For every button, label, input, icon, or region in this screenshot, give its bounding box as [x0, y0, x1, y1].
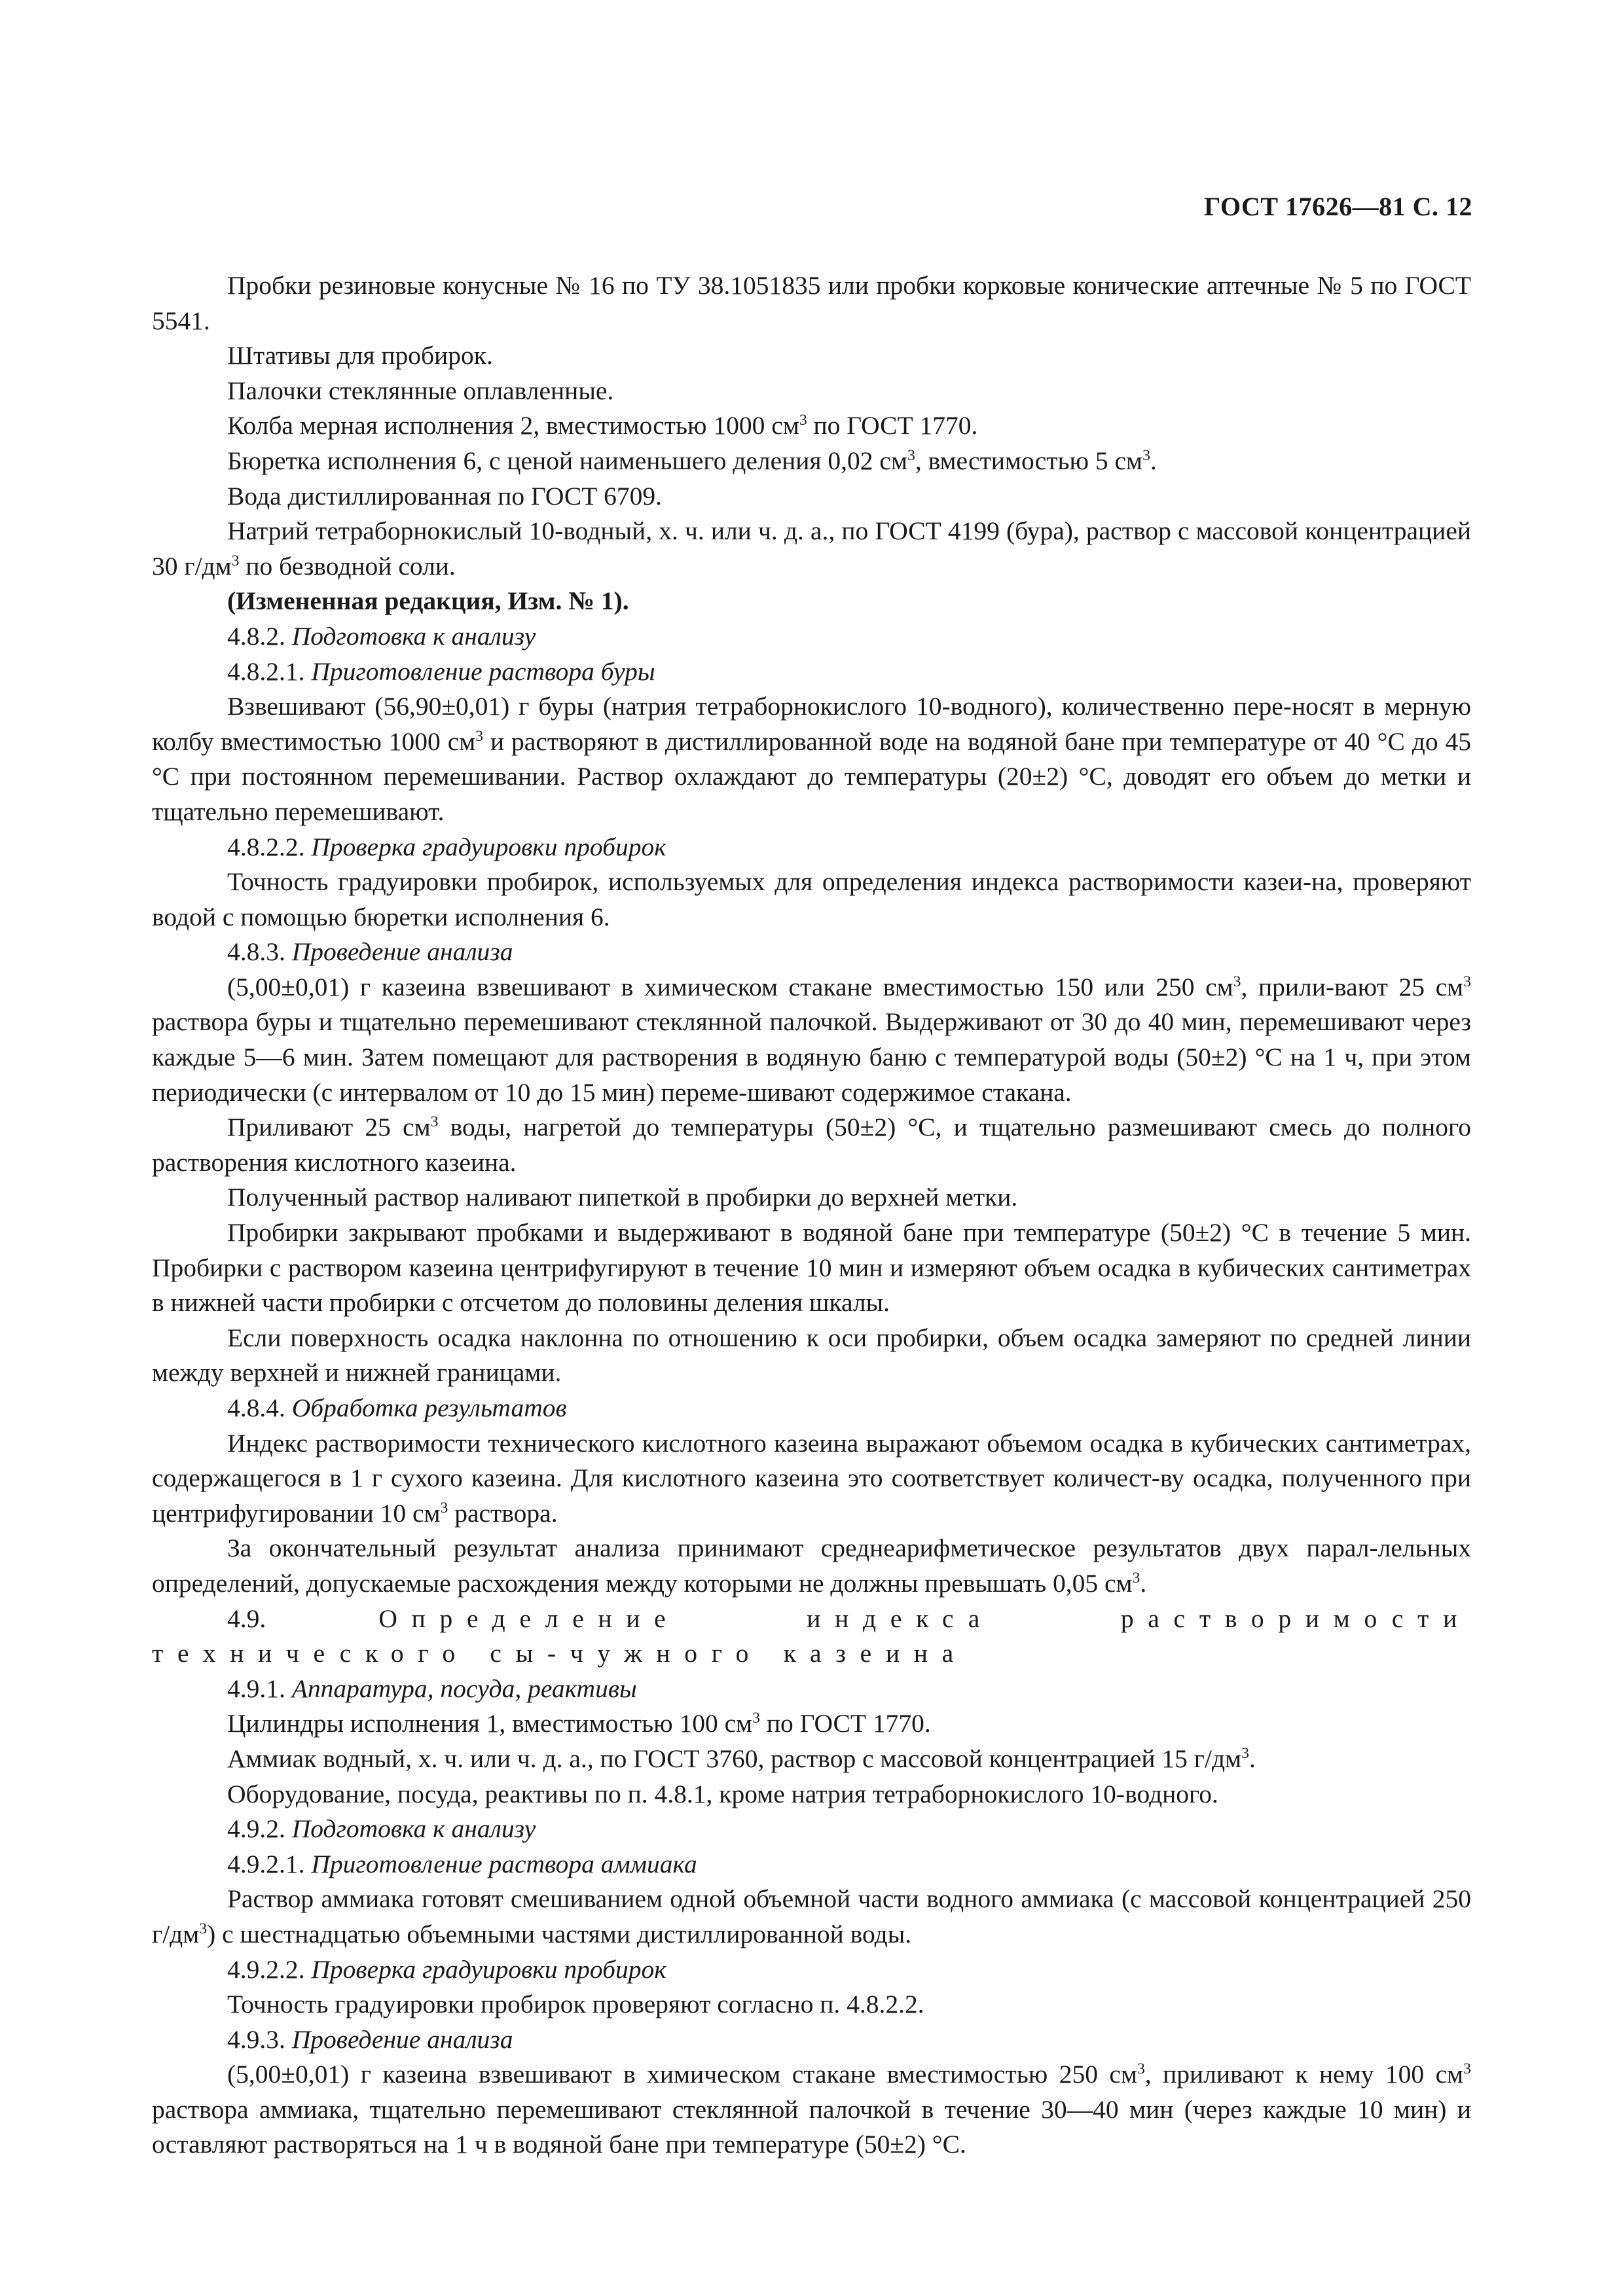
amendment-note: (Измененная редакция, Изм. № 1).: [227, 586, 629, 616]
paragraph-analysis-procedure: (5,00±0,01) г казеина взвешивают в химическом стакане вместимостью 150 или 250 $см^3$, прили-вают 25 $см^3$ раствора буры и тщательно перемешивают стеклянной палочкой. Выдерживают от 30 до 40 мин, перемешивают через каждые 5—6 мин. Затем помещают для растворения в водяную баню с температурой воды (50±2) °С на 1 ч, при этом периодически (с интервалом от 10 до 15 мин) переме-шивают содержимое стакана.: [152, 972, 1471, 1107]
section-heading: 4.8.2. Подготовка к анализу: [227, 621, 536, 651]
section-heading: 4.9.2.1. Приготовление раствора аммиака: [227, 1849, 697, 1878]
paragraph-borax-preparation: Взвешивают (56,90±0,01) г буры (натрия тетраборнокислого 10-водного), количественно пере-носят в мерную колбу вместимостью 1000 $см^3$ и растворяют в дистиллированной воде на водяной бане при температуре от 40 °С до 45 °С при постоянном перемешивании. Раствор охлаждают до температуры (20±2) °С, доводят его объем до метки и тщательно перемешивают.: [152, 692, 1471, 826]
paragraph-tube-racks: Штативы для пробирок.: [227, 341, 493, 370]
paragraph-ammonia: Аммиак водный, х. ч. или ч. д. а., по ГОСТ 3760, раствор с массовой концентрацией 15 $г/дм^3$.: [227, 1744, 1256, 1773]
paragraph-stoppers: Пробки резиновые конусные № 16 по ТУ 38.1051835 или пробки корковые конические аптечные № 5 по ГОСТ 5541.: [152, 271, 1471, 335]
section-heading: 4.8.2.2. Проверка градуировки пробирок: [227, 832, 666, 861]
paragraph-volumetric-flask: Колба мерная исполнения 2, вместимостью 1000 $см^3$ по ГОСТ 1770.: [227, 411, 978, 440]
paragraph-add-water: Приливают 25 $см^3$ воды, нагретой до температуры (50±2) °С, и тщательно размешивают смесь до полного растворения кислотного казеина.: [152, 1113, 1471, 1177]
paragraph-equipment: Оборудование, посуда, реактивы по п. 4.8.1, кроме натрия тетраборнокислого 10-водного.: [227, 1779, 1218, 1808]
section-heading: 4.9.2. Подготовка к анализу: [227, 1814, 536, 1844]
section-heading-spaced: 4.9. Определение индекса растворимости технического сы-чужного казеина: [152, 1604, 1472, 1668]
section-heading: 4.9.3. Проведение анализа: [227, 2024, 513, 2054]
section-heading: 4.8.3. Проведение анализа: [227, 937, 513, 967]
paragraph-centrifuge: Пробирки закрывают пробками и выдерживают в водяной бане при температуре (50±2) °С в течение 5 мин. Пробирки с раствором казеина центрифугируют в течение 10 мин и измеряют объем осадка в кубических сантиметрах в нижней части пробирки с отсчетом до половины деления шкалы.: [152, 1218, 1471, 1318]
paragraph-ammonia-preparation: Раствор аммиака готовят смешиванием одной объемной части водного аммиака (с массовой концентрацией 250 $г/дм^3$) с шестнадцатью объемными частями дистиллированной воды.: [152, 1884, 1471, 1948]
document-body: [152, 268, 1471, 2162]
section-heading: 4.9.2.2. Проверка градуировки пробирок: [227, 1954, 666, 1984]
paragraph-sodium-tetraborate: Натрий тетраборнокислый 10-водный, х. ч. или ч. д. а., по ГОСТ 4199 (бура), раствор с массовой концентрацией 30 $г/дм^3$ по безводной соли.: [152, 516, 1471, 581]
paragraph-final-result: За окончательный результат анализа принимают среднеарифметическое результатов двух парал-лельных определений, допускаемые расхождения между которыми не должны превышать 0,05 $см^3$.: [152, 1534, 1471, 1598]
paragraph-calibration-check: Точность градуировки пробирок, используемых для определения индекса растворимости казеи-на, проверяют водой с помощью бюретки исполнения 6.: [152, 867, 1471, 931]
paragraph-ammonia-procedure: (5,00±0,01) г казеина взвешивают в химическом стакане вместимостью 250 $см^3$, приливают к нему 100 $см^3$ раствора аммиака, тщательно перемешивают стеклянной палочкой в течение 30—40 мин (через каждые 10 мин) и оставляют растворяться на 1 ч в водяной бане при температуре (50±2) °С.: [152, 2060, 1471, 2159]
paragraph-sediment-surface: Если поверхность осадка наклонна по отношению к оси пробирки, объем осадка замеряют по средней линии между верхней и нижней границами.: [152, 1323, 1471, 1388]
paragraph-solubility-index: Индекс растворимости технического кислотного казеина выражают объемом осадка в кубических сантиметрах, содержащегося в 1 г сухого казеина. Для кислотного казеина это соответствует количест-ву осадка, полученного при центрифугировании 10 $см^3$ раствора.: [152, 1428, 1471, 1528]
paragraph-burette: Бюретка исполнения 6, с ценой наименьшего деления 0,02 $см^3$, вместимостью 5 $см^3$.: [227, 446, 1157, 475]
section-heading: 4.8.4. Обработка результатов: [227, 1393, 567, 1422]
paragraph-distilled-water: Вода дистиллированная по ГОСТ 6709.: [227, 481, 663, 511]
section-heading: 4.9.1. Аппаратура, посуда, реактивы: [227, 1674, 637, 1703]
paragraph-glass-rods: Палочки стеклянные оплавленные.: [227, 376, 614, 405]
page-header: ГОСТ 17626—81 С. 12: [1203, 192, 1472, 221]
paragraph-cylinders: Цилиндры исполнения 1, вместимостью 100 $см^3$ по ГОСТ 1770.: [227, 1709, 931, 1738]
section-heading: 4.8.2.1. Приготовление раствора буры: [227, 656, 655, 686]
paragraph-calibration-reference: Точность градуировки пробирок проверяют согласно п. 4.8.2.2.: [227, 1990, 924, 2019]
paragraph-pipette: Полученный раствор наливают пипеткой в пробирки до верхней метки.: [227, 1183, 1018, 1212]
